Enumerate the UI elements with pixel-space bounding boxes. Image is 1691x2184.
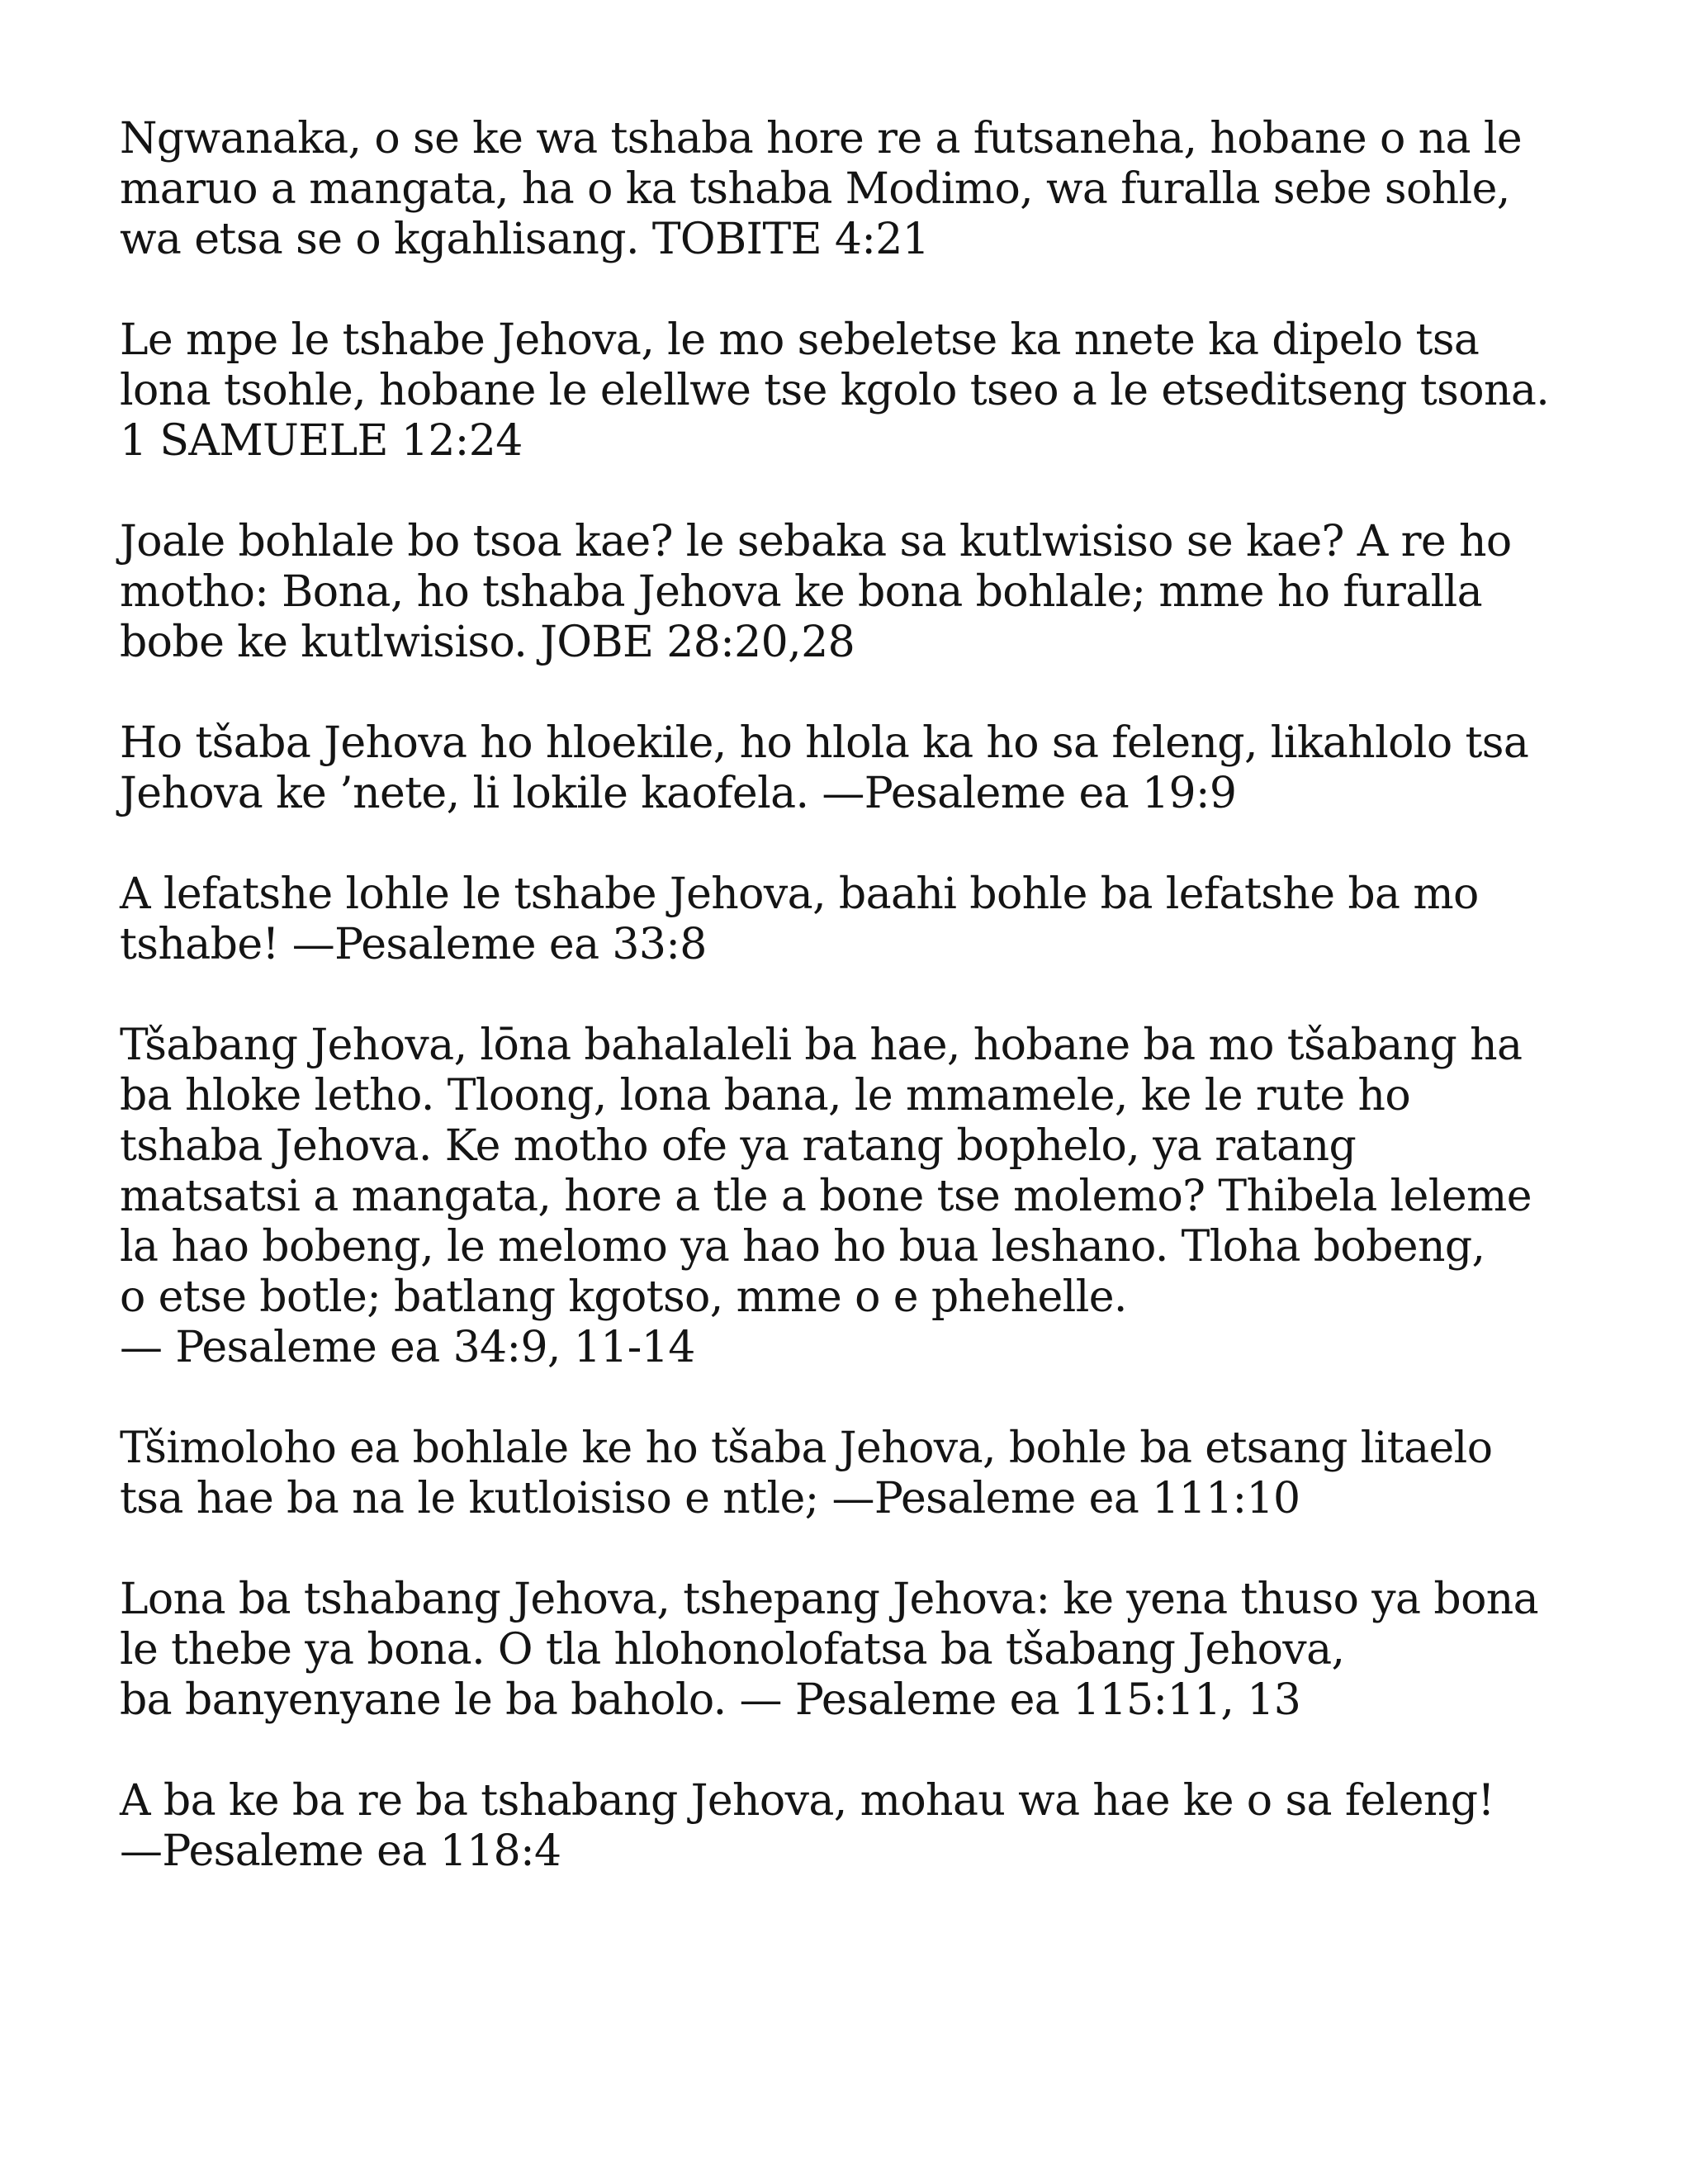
- verse-line: matsatsi a mangata, hore a tle a bone tse molemo? Thibela leleme: [120, 1172, 1532, 1221]
- verse-pesaleme-115: [120, 1575, 1589, 1726]
- verse-line: ba banyenyane le ba baholo. — Pesaleme ea 115:11, 13: [120, 1675, 1301, 1725]
- verse-line: bobe ke kutlwisiso. JOBE 28:20,28: [120, 618, 855, 667]
- verse-line: Ho tšaba Jehova ho hloekile, ho hlola ka ho sa feleng, likahlolo tsa: [120, 718, 1529, 768]
- spacer: [120, 1373, 1589, 1424]
- verse-pesaleme-34: [120, 1021, 1589, 1373]
- verse-pesaleme-111: [120, 1424, 1589, 1524]
- verse-pesaleme-33: [120, 869, 1589, 970]
- verse-samuele: [120, 315, 1589, 467]
- verse-jobe: [120, 517, 1589, 668]
- spacer: [120, 265, 1589, 315]
- verse-line: Tšabang Jehova, lōna bahalaleli ba hae, hobane ba mo tšabang ha: [120, 1021, 1523, 1070]
- spacer: [120, 467, 1589, 517]
- verse-line: Tšimoloho ea bohlale ke ho tšaba Jehova, bohle ba etsang litaelo: [120, 1424, 1493, 1473]
- verse-line: motho: Bona, ho tshaba Jehova ke bona bohlale; mme ho furalla: [120, 567, 1483, 617]
- verse-line: lona tsohle, hobane le elellwe tse kgolo tseo a le etseditseng tsona.: [120, 366, 1550, 415]
- verse-line: A ba ke ba re ba tshabang Jehova, mohau wa hae ke o sa feleng!: [120, 1776, 1494, 1826]
- spacer: [120, 819, 1589, 869]
- verse-line: wa etsa se o kgahlisang. TOBITE 4:21: [120, 215, 930, 264]
- verse-line: 1 SAMUELE 12:24: [120, 416, 523, 466]
- verse-line: le thebe ya bona. O tla hlohonolofatsa ba tšabang Jehova,: [120, 1625, 1345, 1675]
- verse-line: la hao bobeng, le melomo ya hao ho bua leshano. Tloha bobeng,: [120, 1222, 1485, 1272]
- verse-line: tsa hae ba na le kutloisiso e ntle; —Pesaleme ea 111:10: [120, 1474, 1300, 1523]
- verse-line: ba hloke letho. Tloong, lona bana, le mmamele, ke le rute ho: [120, 1071, 1411, 1120]
- verse-tobite: [120, 114, 1589, 265]
- verse-line: Le mpe le tshabe Jehova, le mo sebeletse ka nnete ka dipelo tsa: [120, 315, 1480, 365]
- verse-line: Joale bohlale bo tsoa kae? le sebaka sa kutlwisiso se kae? A re ho: [120, 517, 1512, 566]
- verse-line: —Pesaleme ea 118:4: [120, 1826, 561, 1876]
- verse-line: A lefatshe lohle le tshabe Jehova, baahi bohle ba lefatshe ba mo: [120, 869, 1479, 919]
- verse-line: Ngwanaka, o se ke wa tshaba hore re a futsaneha, hobane o na le: [120, 114, 1523, 163]
- verse-line: maruo a mangata, ha o ka tshaba Modimo, wa furalla sebe sohle,: [120, 164, 1510, 214]
- verse-list: [120, 114, 1589, 1877]
- spacer: [120, 1726, 1589, 1776]
- spacer: [120, 668, 1589, 718]
- verse-pesaleme-19: [120, 718, 1589, 819]
- verse-line: o etse botle; batlang kgotso, mme o e phehelle.: [120, 1272, 1127, 1322]
- verse-line: — Pesaleme ea 34:9, 11-14: [120, 1323, 695, 1372]
- verse-line: Jehova ke ’nete, li lokile kaofela. —Pesaleme ea 19:9: [120, 769, 1237, 818]
- verse-line: tshabe! —Pesaleme ea 33:8: [120, 920, 707, 969]
- verse-line: Lona ba tshabang Jehova, tshepang Jehova: ke yena thuso ya bona: [120, 1575, 1539, 1624]
- spacer: [120, 970, 1589, 1021]
- verse-line: tshaba Jehova. Ke motho ofe ya ratang bophelo, ya ratang: [120, 1121, 1357, 1171]
- verse-pesaleme-118: [120, 1776, 1589, 1877]
- spacer: [120, 1524, 1589, 1575]
